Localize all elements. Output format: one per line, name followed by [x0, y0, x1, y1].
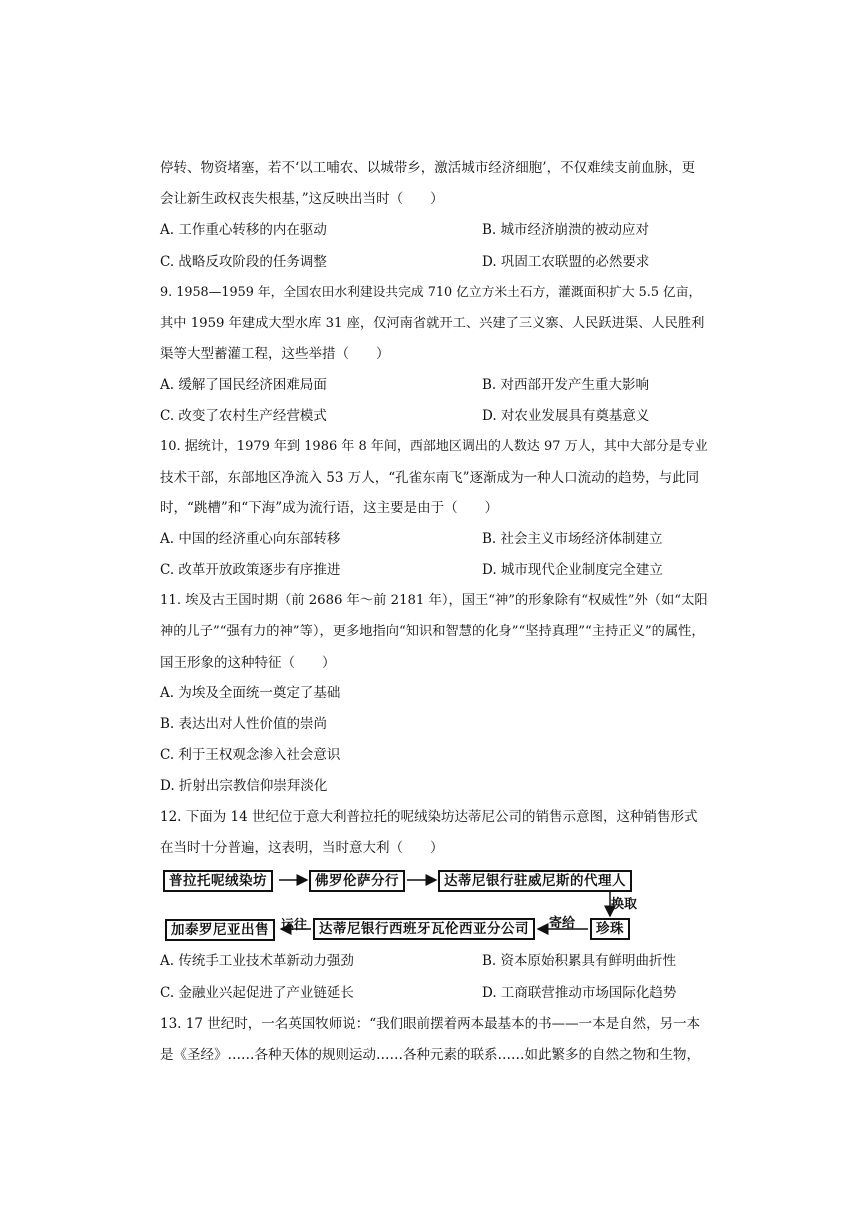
diagram-node-valencia-branch: 达蒂尼银行西班牙瓦伦西亚分公司: [313, 918, 535, 940]
q11-stem-line: 11. 埃及古王国时期（前 2686 年～前 2181 年），国王“神”的形象除有“权威性”外（如“太阳: [160, 593, 708, 608]
diagram-edge-exchange: 换取: [611, 897, 638, 912]
q11-option-b: B. 表达出对人性价值的崇尚: [160, 716, 328, 732]
q10-option-c: C. 改革开放政策逐步有序推进: [160, 562, 341, 578]
diagram-edge-send: 寄给: [549, 916, 576, 931]
q9-stem-line: 渠等大型蓄灌工程，这些举措（ ）: [160, 346, 390, 362]
q9-option-a: A. 缓解了国民经济困难局面: [160, 377, 327, 393]
q9-option-b: B. 对西部开发产生重大影响: [482, 377, 650, 393]
q12-option-c: C. 金融业兴起促进了产业链延长: [160, 985, 354, 1001]
q12-option-a: A. 传统手工业技术革新动力强劲: [160, 953, 354, 969]
q8-option-b: B. 城市经济崩溃的被动应对: [482, 222, 650, 238]
q11-option-d: D. 折射出宗教信仰崇拜淡化: [160, 778, 328, 794]
q9-option-c: C. 改变了农村生产经营模式: [160, 408, 327, 424]
q11-option-c: C. 利于王权观念渗入社会意识: [160, 747, 341, 763]
q10-stem-line: 时，“跳槽”和“下海”成为流行语，这主要是由于（ ）: [160, 500, 499, 516]
q13-stem-line: 13. 17 世纪时，一名英国牧师说：“我们眼前摆着两本最基本的书——一本是自然，另一本: [160, 1016, 701, 1032]
diagram-edge-ship: 运往: [281, 918, 308, 933]
diagram-node-venice-agent: 达蒂尼银行驻威尼斯的代理人: [438, 870, 632, 892]
q12-stem-line: 12. 下面为 14 世纪位于意大利普拉托的呢绒染坊达蒂尼公司的销售示意图，这种销售形式: [160, 809, 698, 825]
passage-line: 会让新生政权丧失根基，”这反映出当时（ ）: [160, 191, 444, 207]
q8-option-a: A. 工作重心转移的内在驱动: [160, 222, 327, 238]
q10-stem-line: 10. 据统计，1979 年到 1986 年 8 年间，西部地区调出的人数达 97 万人，其中大部分是专业: [160, 439, 708, 454]
q13-stem-line: 是《圣经》……各种天体的规则运动……各种元素的联系……如此繁多的自然之物和生物，: [160, 1047, 700, 1063]
diagram-node-dye-workshop: 普拉托呢绒染坊: [163, 870, 273, 892]
passage-line: 停转、物资堵塞，若不‘以工哺农、以城带乡，激活城市经济细胞’，不仅难续支前血脉，更: [160, 160, 696, 176]
q11-stem-line: 神的儿子”“强有力的神”等），更多地指向“知识和智慧的化身”“坚持真理”“主持正义”的属性，: [160, 624, 705, 639]
q8-option-c: C. 战略反攻阶段的任务调整: [160, 254, 327, 270]
q10-option-b: B. 社会主义市场经济体制建立: [482, 531, 663, 547]
q9-stem-line: 其中 1959 年建成大型水库 31 座，仅河南省就开工、兴建了三义寨、人民跃进渠、人民胜利: [160, 316, 705, 331]
diagram-node-florence-branch: 佛罗伦萨分行: [309, 870, 405, 892]
q12-option-b: B. 资本原始积累具有鲜明曲折性: [482, 953, 677, 969]
q9-option-d: D. 对农业发展具有奠基意义: [482, 408, 650, 424]
q12-stem-line: 在当时十分普遍，这表明，当时意大利（ ）: [160, 840, 444, 856]
diagram-node-pearls: 珍珠: [590, 918, 630, 940]
q10-stem-line: 技术干部，东部地区净流入 53 万人，“孔雀东南飞”逐渐成为一种人口流动的趋势，与此同: [160, 470, 700, 486]
q11-stem-line: 国王形象的这种特征（ ）: [160, 655, 336, 671]
q10-option-d: D. 城市现代企业制度完全建立: [482, 562, 663, 578]
q10-option-a: A. 中国的经济重心向东部转移: [160, 531, 341, 547]
q9-stem-line: 9. 1958—1959 年，全国农田水利建设共完成 710 亿立方米土石方，灌溉面积扩大 5.5 亿亩，: [160, 285, 702, 300]
q11-option-a: A. 为埃及全面统一奠定了基础: [160, 685, 341, 701]
q8-option-d: D. 巩固工农联盟的必然要求: [482, 254, 650, 270]
q12-option-d: D. 工商联营推动市场国际化趋势: [482, 985, 677, 1001]
diagram-node-catalonia-sale: 加泰罗尼亚出售: [165, 919, 275, 941]
